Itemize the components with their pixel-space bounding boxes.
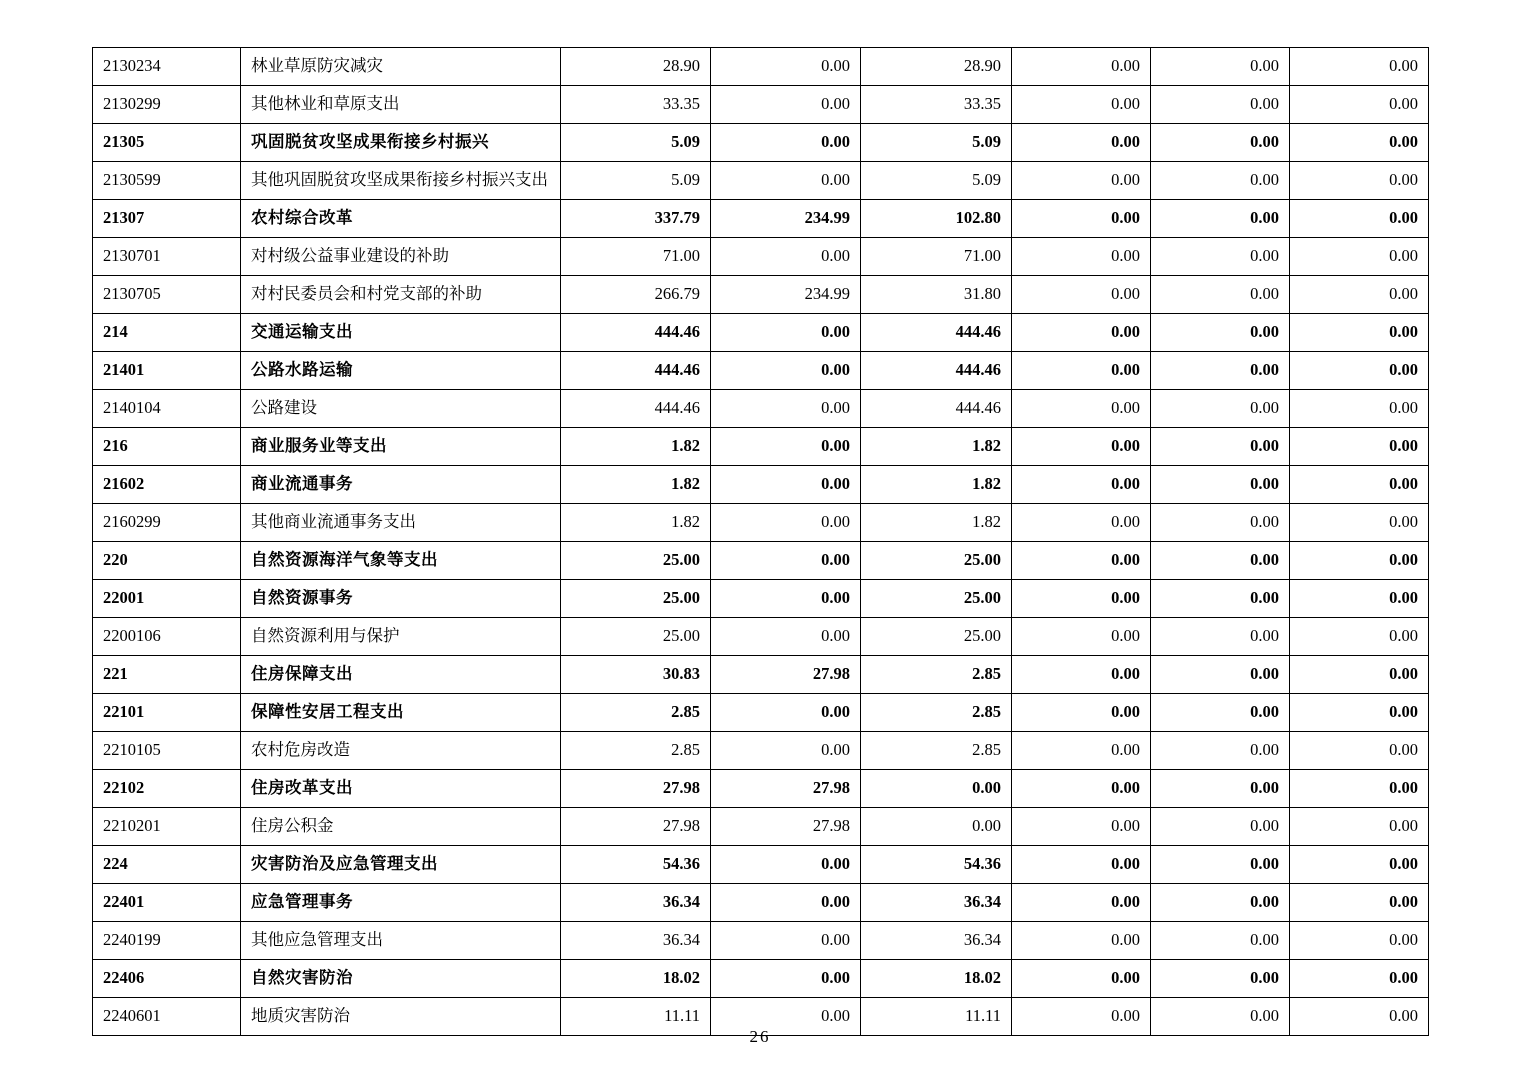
cell-value-3: 1.82 xyxy=(861,466,1012,504)
cell-code: 22401 xyxy=(93,884,241,922)
cell-value-1: 25.00 xyxy=(561,618,711,656)
cell-value-5: 0.00 xyxy=(1151,694,1290,732)
cell-value-3: 25.00 xyxy=(861,580,1012,618)
page-number: － 26 － xyxy=(724,1027,796,1046)
cell-value-4: 0.00 xyxy=(1012,542,1151,580)
cell-item-name: 其他巩固脱贫攻坚成果衔接乡村振兴支出 xyxy=(241,162,561,200)
cell-code: 2210105 xyxy=(93,732,241,770)
table-row xyxy=(93,466,1429,504)
cell-value-1: 1.82 xyxy=(561,504,711,542)
cell-value-2: 0.00 xyxy=(711,238,861,276)
table-row xyxy=(93,162,1429,200)
cell-code: 224 xyxy=(93,846,241,884)
cell-value-5: 0.00 xyxy=(1151,504,1290,542)
cell-value-2: 0.00 xyxy=(711,314,861,352)
cell-code: 2130599 xyxy=(93,162,241,200)
cell-code: 22001 xyxy=(93,580,241,618)
cell-value-5: 0.00 xyxy=(1151,162,1290,200)
cell-value-2: 27.98 xyxy=(711,770,861,808)
cell-value-2: 0.00 xyxy=(711,960,861,998)
cell-code: 21305 xyxy=(93,124,241,162)
table-row xyxy=(93,618,1429,656)
cell-value-1: 444.46 xyxy=(561,314,711,352)
cell-item-name: 自然资源海洋气象等支出 xyxy=(241,542,561,580)
cell-value-2: 0.00 xyxy=(711,466,861,504)
cell-value-1: 5.09 xyxy=(561,162,711,200)
cell-value-5: 0.00 xyxy=(1151,618,1290,656)
cell-value-4: 0.00 xyxy=(1012,48,1151,86)
cell-value-5: 0.00 xyxy=(1151,732,1290,770)
budget-expenditure-table xyxy=(92,47,1429,1036)
table-row xyxy=(93,276,1429,314)
cell-value-1: 25.00 xyxy=(561,580,711,618)
cell-value-6: 0.00 xyxy=(1290,276,1429,314)
cell-item-name: 巩固脱贫攻坚成果衔接乡村振兴 xyxy=(241,124,561,162)
cell-value-6: 0.00 xyxy=(1290,808,1429,846)
cell-item-name: 对村民委员会和村党支部的补助 xyxy=(241,276,561,314)
cell-value-4: 0.00 xyxy=(1012,200,1151,238)
cell-value-1: 2.85 xyxy=(561,694,711,732)
table-row xyxy=(93,770,1429,808)
table-row xyxy=(93,428,1429,466)
cell-item-name: 商业服务业等支出 xyxy=(241,428,561,466)
cell-value-4: 0.00 xyxy=(1012,504,1151,542)
cell-value-4: 0.00 xyxy=(1012,580,1151,618)
cell-value-3: 33.35 xyxy=(861,86,1012,124)
cell-value-1: 27.98 xyxy=(561,770,711,808)
cell-value-6: 0.00 xyxy=(1290,732,1429,770)
table-row xyxy=(93,314,1429,352)
cell-value-5: 0.00 xyxy=(1151,542,1290,580)
cell-value-6: 0.00 xyxy=(1290,846,1429,884)
cell-value-5: 0.00 xyxy=(1151,352,1290,390)
cell-value-1: 27.98 xyxy=(561,808,711,846)
cell-value-6: 0.00 xyxy=(1290,124,1429,162)
cell-value-2: 0.00 xyxy=(711,162,861,200)
cell-value-3: 18.02 xyxy=(861,960,1012,998)
cell-code: 221 xyxy=(93,656,241,694)
cell-value-1: 5.09 xyxy=(561,124,711,162)
cell-value-6: 0.00 xyxy=(1290,200,1429,238)
cell-item-name: 应急管理事务 xyxy=(241,884,561,922)
cell-code: 2130299 xyxy=(93,86,241,124)
cell-value-6: 0.00 xyxy=(1290,86,1429,124)
cell-value-3: 0.00 xyxy=(861,770,1012,808)
table-row xyxy=(93,884,1429,922)
cell-value-4: 0.00 xyxy=(1012,428,1151,466)
cell-value-2: 27.98 xyxy=(711,656,861,694)
cell-value-5: 0.00 xyxy=(1151,86,1290,124)
cell-value-5: 0.00 xyxy=(1151,314,1290,352)
cell-value-4: 0.00 xyxy=(1012,618,1151,656)
table-row xyxy=(93,732,1429,770)
cell-value-6: 0.00 xyxy=(1290,466,1429,504)
cell-value-4: 0.00 xyxy=(1012,352,1151,390)
cell-value-1: 54.36 xyxy=(561,846,711,884)
table-row xyxy=(93,352,1429,390)
table-row xyxy=(93,580,1429,618)
cell-item-name: 其他商业流通事务支出 xyxy=(241,504,561,542)
cell-code: 22102 xyxy=(93,770,241,808)
cell-value-2: 0.00 xyxy=(711,618,861,656)
cell-value-6: 0.00 xyxy=(1290,48,1429,86)
cell-item-name: 地质灾害防治 xyxy=(241,998,561,1036)
cell-value-3: 102.80 xyxy=(861,200,1012,238)
table-row xyxy=(93,124,1429,162)
cell-value-1: 444.46 xyxy=(561,390,711,428)
cell-value-3: 36.34 xyxy=(861,884,1012,922)
cell-value-4: 0.00 xyxy=(1012,390,1151,428)
cell-value-6: 0.00 xyxy=(1290,694,1429,732)
cell-value-3: 11.11 xyxy=(861,998,1012,1036)
cell-value-2: 0.00 xyxy=(711,542,861,580)
cell-value-4: 0.00 xyxy=(1012,314,1151,352)
cell-value-3: 0.00 xyxy=(861,808,1012,846)
cell-value-4: 0.00 xyxy=(1012,770,1151,808)
cell-value-4: 0.00 xyxy=(1012,86,1151,124)
cell-value-1: 337.79 xyxy=(561,200,711,238)
cell-item-name: 交通运输支出 xyxy=(241,314,561,352)
cell-value-6: 0.00 xyxy=(1290,922,1429,960)
cell-code: 2130701 xyxy=(93,238,241,276)
cell-value-6: 0.00 xyxy=(1290,542,1429,580)
cell-value-5: 0.00 xyxy=(1151,808,1290,846)
cell-value-2: 234.99 xyxy=(711,276,861,314)
cell-item-name: 对村级公益事业建设的补助 xyxy=(241,238,561,276)
cell-value-1: 28.90 xyxy=(561,48,711,86)
cell-code: 2130234 xyxy=(93,48,241,86)
cell-value-5: 0.00 xyxy=(1151,390,1290,428)
cell-value-4: 0.00 xyxy=(1012,694,1151,732)
cell-value-5: 0.00 xyxy=(1151,580,1290,618)
cell-item-name: 住房改革支出 xyxy=(241,770,561,808)
cell-value-6: 0.00 xyxy=(1290,428,1429,466)
cell-value-4: 0.00 xyxy=(1012,238,1151,276)
cell-item-name: 自然资源事务 xyxy=(241,580,561,618)
cell-value-3: 25.00 xyxy=(861,618,1012,656)
table-row xyxy=(93,86,1429,124)
table-row xyxy=(93,922,1429,960)
cell-code: 21307 xyxy=(93,200,241,238)
cell-value-6: 0.00 xyxy=(1290,656,1429,694)
cell-value-2: 0.00 xyxy=(711,86,861,124)
cell-item-name: 其他应急管理支出 xyxy=(241,922,561,960)
cell-value-2: 0.00 xyxy=(711,504,861,542)
cell-code: 2160299 xyxy=(93,504,241,542)
cell-value-3: 5.09 xyxy=(861,124,1012,162)
cell-value-6: 0.00 xyxy=(1290,314,1429,352)
cell-value-2: 0.00 xyxy=(711,428,861,466)
cell-value-6: 0.00 xyxy=(1290,390,1429,428)
cell-value-5: 0.00 xyxy=(1151,922,1290,960)
cell-value-6: 0.00 xyxy=(1290,998,1429,1036)
cell-value-3: 444.46 xyxy=(861,390,1012,428)
cell-code: 216 xyxy=(93,428,241,466)
cell-value-1: 2.85 xyxy=(561,732,711,770)
table-row xyxy=(93,504,1429,542)
cell-value-1: 71.00 xyxy=(561,238,711,276)
cell-value-4: 0.00 xyxy=(1012,162,1151,200)
cell-value-5: 0.00 xyxy=(1151,656,1290,694)
cell-value-3: 2.85 xyxy=(861,656,1012,694)
cell-value-1: 30.83 xyxy=(561,656,711,694)
cell-value-4: 0.00 xyxy=(1012,922,1151,960)
cell-value-5: 0.00 xyxy=(1151,846,1290,884)
cell-value-2: 0.00 xyxy=(711,390,861,428)
cell-value-2: 27.98 xyxy=(711,808,861,846)
table-row xyxy=(93,200,1429,238)
cell-value-4: 0.00 xyxy=(1012,846,1151,884)
cell-value-6: 0.00 xyxy=(1290,618,1429,656)
cell-value-1: 25.00 xyxy=(561,542,711,580)
cell-value-5: 0.00 xyxy=(1151,428,1290,466)
cell-code: 2240199 xyxy=(93,922,241,960)
cell-value-3: 36.34 xyxy=(861,922,1012,960)
cell-value-2: 0.00 xyxy=(711,694,861,732)
cell-value-5: 0.00 xyxy=(1151,200,1290,238)
cell-value-6: 0.00 xyxy=(1290,504,1429,542)
cell-value-1: 33.35 xyxy=(561,86,711,124)
cell-item-name: 灾害防治及应急管理支出 xyxy=(241,846,561,884)
cell-value-1: 1.82 xyxy=(561,466,711,504)
cell-value-6: 0.00 xyxy=(1290,162,1429,200)
cell-code: 214 xyxy=(93,314,241,352)
cell-value-1: 11.11 xyxy=(561,998,711,1036)
cell-item-name: 农村综合改革 xyxy=(241,200,561,238)
cell-item-name: 公路建设 xyxy=(241,390,561,428)
cell-code: 21602 xyxy=(93,466,241,504)
cell-value-4: 0.00 xyxy=(1012,732,1151,770)
table-row xyxy=(93,846,1429,884)
cell-value-2: 0.00 xyxy=(711,124,861,162)
cell-value-5: 0.00 xyxy=(1151,48,1290,86)
cell-value-4: 0.00 xyxy=(1012,884,1151,922)
cell-value-3: 2.85 xyxy=(861,732,1012,770)
cell-value-6: 0.00 xyxy=(1290,960,1429,998)
cell-value-3: 71.00 xyxy=(861,238,1012,276)
cell-item-name: 住房保障支出 xyxy=(241,656,561,694)
cell-item-name: 住房公积金 xyxy=(241,808,561,846)
cell-value-4: 0.00 xyxy=(1012,960,1151,998)
cell-value-2: 0.00 xyxy=(711,998,861,1036)
table-row xyxy=(93,694,1429,732)
cell-value-4: 0.00 xyxy=(1012,124,1151,162)
cell-value-5: 0.00 xyxy=(1151,124,1290,162)
table-body xyxy=(93,48,1429,1036)
cell-value-6: 0.00 xyxy=(1290,770,1429,808)
cell-value-4: 0.00 xyxy=(1012,808,1151,846)
cell-value-2: 0.00 xyxy=(711,884,861,922)
cell-item-name: 公路水路运输 xyxy=(241,352,561,390)
cell-item-name: 其他林业和草原支出 xyxy=(241,86,561,124)
cell-value-1: 18.02 xyxy=(561,960,711,998)
cell-value-3: 2.85 xyxy=(861,694,1012,732)
cell-value-3: 54.36 xyxy=(861,846,1012,884)
cell-value-5: 0.00 xyxy=(1151,466,1290,504)
cell-value-5: 0.00 xyxy=(1151,884,1290,922)
cell-code: 220 xyxy=(93,542,241,580)
cell-value-3: 444.46 xyxy=(861,352,1012,390)
table-row xyxy=(93,390,1429,428)
cell-value-6: 0.00 xyxy=(1290,884,1429,922)
cell-value-2: 0.00 xyxy=(711,352,861,390)
cell-value-1: 266.79 xyxy=(561,276,711,314)
table-row xyxy=(93,960,1429,998)
cell-value-4: 0.00 xyxy=(1012,656,1151,694)
cell-item-name: 自然灾害防治 xyxy=(241,960,561,998)
cell-value-3: 28.90 xyxy=(861,48,1012,86)
cell-value-5: 0.00 xyxy=(1151,276,1290,314)
cell-value-5: 0.00 xyxy=(1151,238,1290,276)
cell-value-1: 36.34 xyxy=(561,884,711,922)
cell-value-5: 0.00 xyxy=(1151,960,1290,998)
cell-item-name: 商业流通事务 xyxy=(241,466,561,504)
cell-value-5: 0.00 xyxy=(1151,998,1290,1036)
cell-value-4: 0.00 xyxy=(1012,466,1151,504)
table-row xyxy=(93,656,1429,694)
cell-value-6: 0.00 xyxy=(1290,580,1429,618)
cell-value-3: 31.80 xyxy=(861,276,1012,314)
cell-value-3: 444.46 xyxy=(861,314,1012,352)
cell-value-2: 0.00 xyxy=(711,48,861,86)
table-row xyxy=(93,808,1429,846)
cell-value-3: 25.00 xyxy=(861,542,1012,580)
cell-value-2: 0.00 xyxy=(711,732,861,770)
cell-code: 22406 xyxy=(93,960,241,998)
cell-code: 2140104 xyxy=(93,390,241,428)
cell-value-1: 444.46 xyxy=(561,352,711,390)
cell-item-name: 农村危房改造 xyxy=(241,732,561,770)
cell-code: 2200106 xyxy=(93,618,241,656)
cell-item-name: 林业草原防灾减灾 xyxy=(241,48,561,86)
cell-value-1: 1.82 xyxy=(561,428,711,466)
cell-item-name: 保障性安居工程支出 xyxy=(241,694,561,732)
table-row xyxy=(93,542,1429,580)
cell-code: 22101 xyxy=(93,694,241,732)
cell-item-name: 自然资源利用与保护 xyxy=(241,618,561,656)
cell-value-3: 1.82 xyxy=(861,504,1012,542)
table-row xyxy=(93,48,1429,86)
cell-code: 2240601 xyxy=(93,998,241,1036)
cell-value-4: 0.00 xyxy=(1012,998,1151,1036)
cell-value-3: 5.09 xyxy=(861,162,1012,200)
cell-code: 2130705 xyxy=(93,276,241,314)
cell-code: 2210201 xyxy=(93,808,241,846)
cell-value-2: 234.99 xyxy=(711,200,861,238)
cell-value-1: 36.34 xyxy=(561,922,711,960)
cell-value-5: 0.00 xyxy=(1151,770,1290,808)
cell-value-4: 0.00 xyxy=(1012,276,1151,314)
cell-value-2: 0.00 xyxy=(711,922,861,960)
cell-value-3: 1.82 xyxy=(861,428,1012,466)
cell-value-2: 0.00 xyxy=(711,846,861,884)
cell-code: 21401 xyxy=(93,352,241,390)
cell-value-2: 0.00 xyxy=(711,580,861,618)
table-row xyxy=(93,238,1429,276)
cell-value-6: 0.00 xyxy=(1290,238,1429,276)
cell-value-6: 0.00 xyxy=(1290,352,1429,390)
